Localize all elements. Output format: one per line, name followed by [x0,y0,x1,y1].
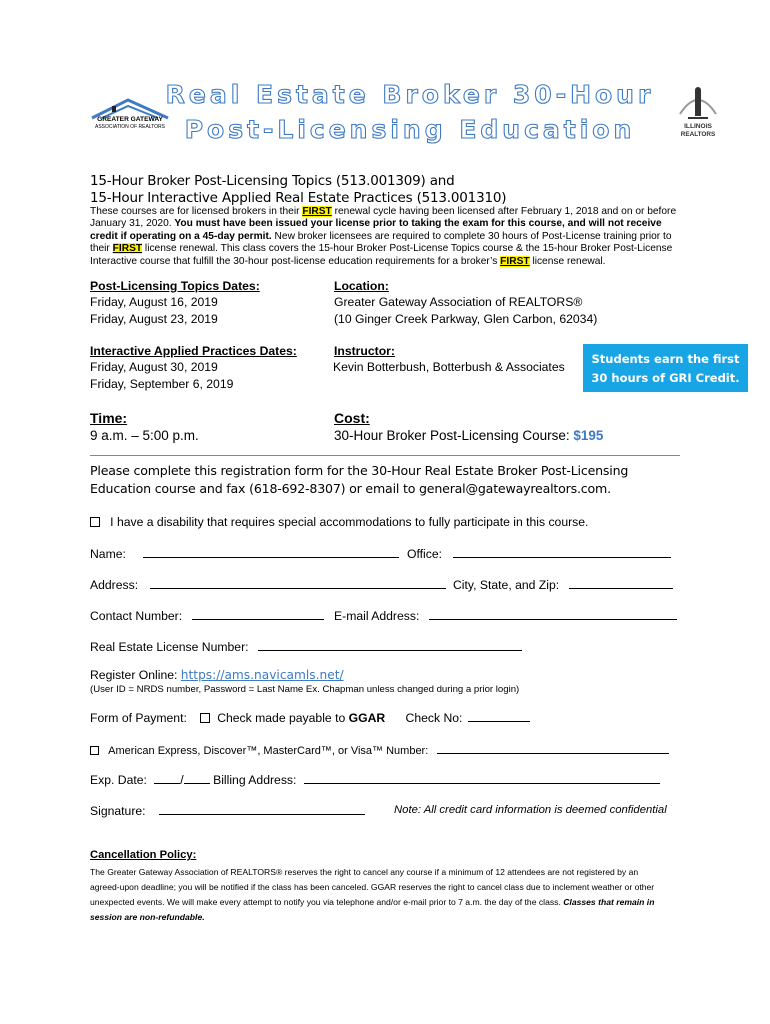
gri-credit-line: 30 hours of GRI Credit. [591,371,740,385]
cards-label: American Express, Discover™, MasterCard™, or Visa™ Number: [108,745,429,757]
intro-paragraph: These courses are for licensed brokers in their FIRST renewal cycle having been licensed after February 1, 2018 and on or before January 31, 2020. You must have been issued your license prior to taking the exam for this course, and will not receive credit if operating on a 45-day permit. New broker licensees are required to complete 30 hours of Post-License training prior to their FIRST license renewal. This class covers the 15-hour Broker Post-License Topics course & the 15-hour Broker Post-License Interactive course that fulfill the 30-hour post-license education requirements for a broker’s FIRST license renewal. [90,206,677,267]
city-label: City, State, and Zip: [453,578,560,592]
exp-row [90,772,660,787]
check-payee: GGAR [348,711,386,725]
signature-field[interactable] [159,803,365,815]
contact-field[interactable] [192,608,324,620]
register-link[interactable]: https://ams.navicamls.net/ [180,668,344,682]
disability-row [90,515,588,529]
city-field[interactable] [569,577,673,589]
topics-date: Friday, August 23, 2019 [90,311,218,326]
check-no-field[interactable] [468,710,530,722]
disability-label: I have a disability that requires special accommodations to fully participate in this course. [110,515,589,529]
check-checkbox[interactable] [200,713,210,723]
topics-dates [90,294,218,327]
page-title-line2: Post-Licensing Education [184,115,636,144]
ggar-logo-subtext: ASSOCIATION OF REALTORS [94,124,165,130]
gri-credit-callout [583,344,748,392]
first-highlight: FIRST [112,243,143,255]
non-refundable-note: Classes that remain in session are non-refundable. [90,897,655,922]
cost: 30-Hour Broker Post-Licensing Course: $195 [334,428,604,443]
cost-price: $195 [573,428,604,443]
course-topics-line2: 15-Hour Interactive Applied Real Estate Practices (513.001310) [90,190,507,206]
location-label: Location: [334,279,389,293]
license-field[interactable] [258,639,522,651]
cards-row [90,742,669,757]
register-label: Register Online: [90,668,181,682]
topics-dates-label: Post-Licensing Topics Dates: [90,279,260,293]
cost-label: Cost: [334,410,370,426]
address-field[interactable] [150,577,446,589]
location-line: (10 Ginger Creek Parkway, Glen Carbon, 62034) [334,311,598,326]
email-row [334,608,677,623]
instructor: Kevin Botterbush, Botterbush & Associates [333,360,565,374]
office-row [407,546,671,561]
office-field[interactable] [453,546,671,558]
illinois-logo-text: ILLINOIS [684,123,712,130]
name-row [90,546,399,561]
time-label: Time: [90,410,128,426]
confidential-note: Note: All credit card information is deemed confidential [394,804,667,816]
illinois-logo-subtext: REALTORS [680,131,716,138]
practices-dates-label: Interactive Applied Practices Dates: [90,344,297,358]
address-label: Address: [90,578,139,592]
section-divider [90,455,680,456]
permit-warning: You must have been issued your license prior to taking the exam for this course, and will not receive credit if operating on a 45-day permit. [90,218,662,242]
contact-row [90,608,324,623]
practices-date: Friday, August 30, 2019 [90,360,218,374]
location-line: Greater Gateway Association of REALTORS® [334,295,583,309]
name-label: Name: [90,547,126,561]
email-label: E-mail Address: [334,609,420,623]
topics-date: Friday, August 16, 2019 [90,295,218,309]
email-field[interactable] [429,608,677,620]
register-row [90,668,344,682]
contact-label: Contact Number: [90,609,183,623]
exp-separator: / [180,773,184,787]
payment-label: Form of Payment: [90,711,187,725]
lincoln-statue-icon [674,84,722,124]
billing-address-field[interactable] [304,772,660,784]
practices-date: Friday, September 6, 2019 [90,376,234,391]
practices-dates [90,359,233,392]
card-number-field[interactable] [437,742,669,754]
page-title-line1: Real Estate Broker 30-Hour [165,80,655,109]
disability-checkbox[interactable] [90,517,100,527]
course-topics-line1: 15-Hour Broker Post-Licensing Topics (513.001309) and [90,173,455,189]
registration-instructions: Please complete this registration form for the 30-Hour Real Estate Broker Post-Licensing Education course and fax (618-692-8307) or email to general@gatewayrealtors.com. [90,463,629,496]
ggar-logo-text: GREATER GATEWAY [97,116,163,123]
gri-credit-line: Students earn the first [591,352,740,366]
exp-label: Exp. Date: [90,773,147,787]
time: 9 a.m. – 5:00 p.m. [90,428,199,443]
name-field[interactable] [143,546,399,558]
payment-row [90,710,530,725]
office-label: Office: [407,547,442,561]
cancellation-text: The Greater Gateway Association of REALTORS® reserves the right to cancel any course if a minimum of 12 attendees are not registered by an agreed-upon deadline; you will be notified if the class has been canceled. GGAR reserves the right to cancel class due to inclement weather or other unexpected events. We will make every attempt to notify you via telephone and/or e-mail prior to 7 a.m. the day of the class. Classes that remain in session are non-refundable. [90,867,655,922]
first-highlight: FIRST [302,206,332,217]
location [334,294,597,327]
signature-label: Signature: [90,804,146,818]
cancellation-label: Cancellation Policy: [90,849,197,861]
card-checkbox[interactable] [90,746,99,755]
signature-row [90,803,365,818]
check-label: Check made payable to [217,711,349,725]
exp-month-field[interactable] [154,772,180,784]
instructor-label: Instructor: [334,344,395,358]
license-row [90,639,522,654]
billing-label: Billing Address: [213,773,297,787]
register-note: (User ID = NRDS number, Password = Last Name Ex. Chapman unless changed during a prior login) [90,684,520,695]
exp-year-field[interactable] [184,772,210,784]
license-label: Real Estate License Number: [90,640,249,654]
city-row [453,577,673,592]
check-no-label: Check No: [405,711,463,725]
address-row [90,577,446,592]
first-highlight: FIRST [500,255,530,267]
illinois-realtors-logo [674,84,722,148]
